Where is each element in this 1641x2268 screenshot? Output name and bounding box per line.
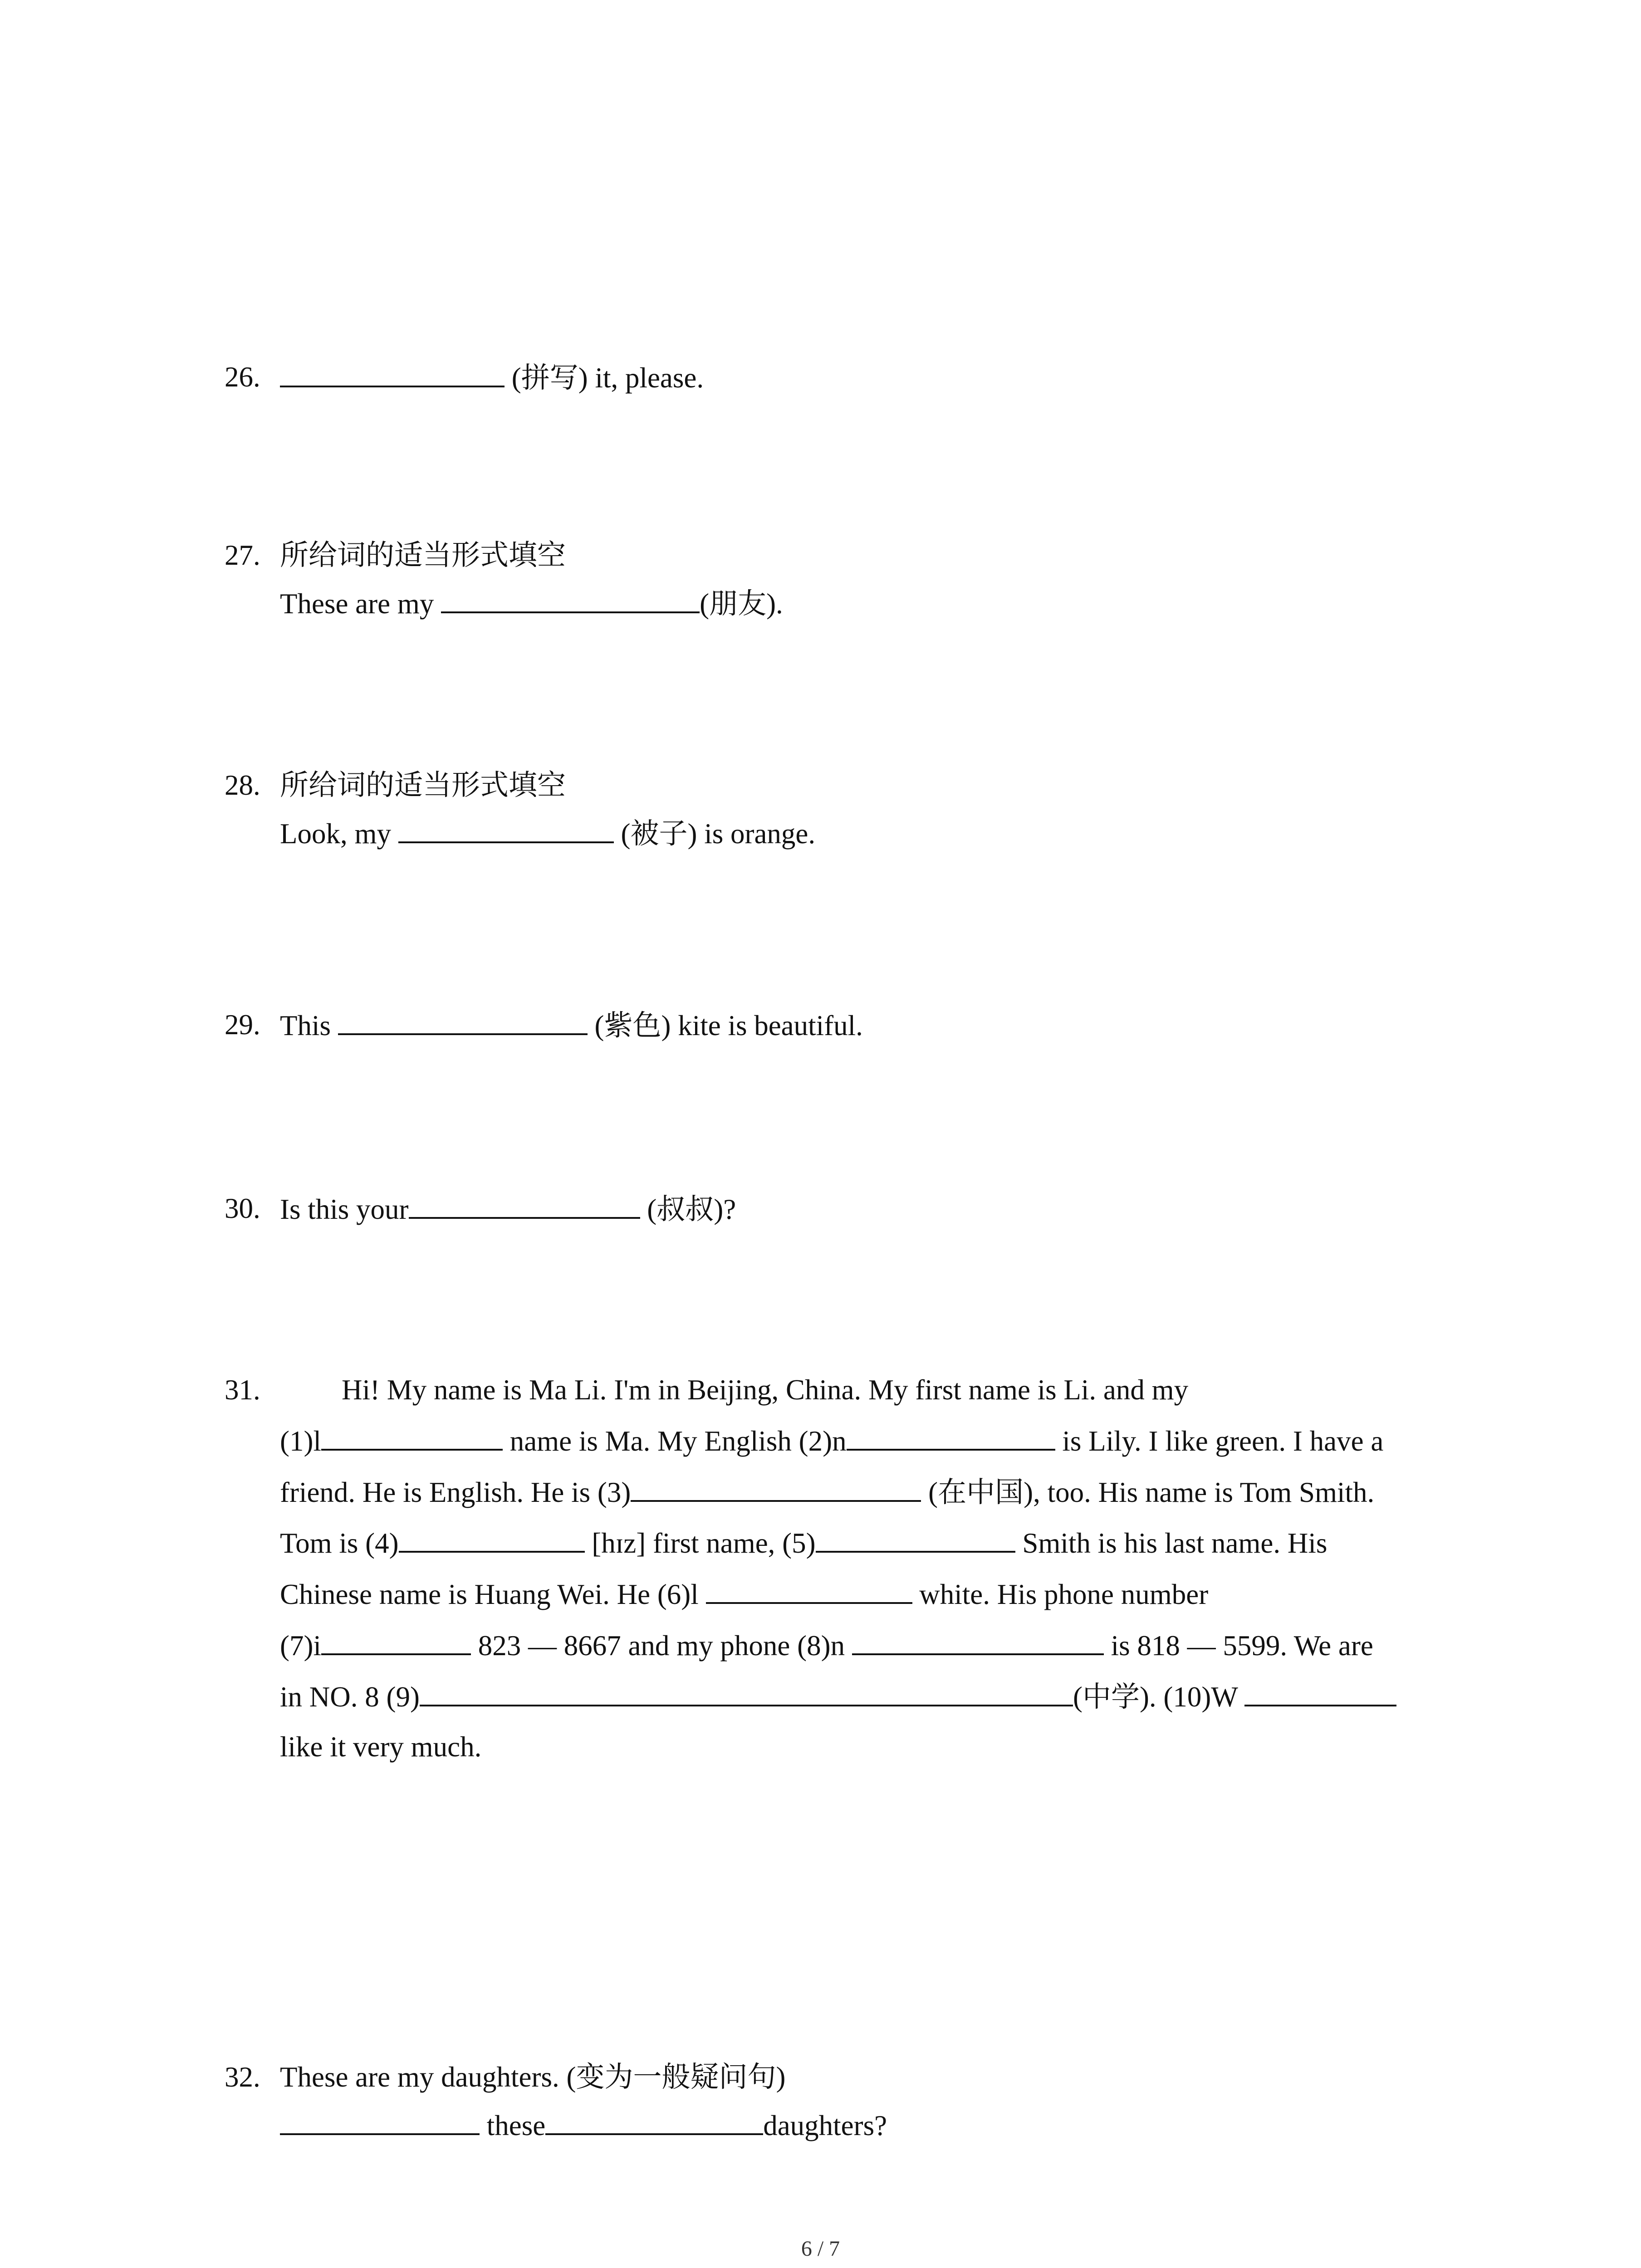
question-text: Is this your [280, 1193, 409, 1225]
question-text: (朋友). [700, 587, 783, 620]
answer-blank-5[interactable] [816, 1525, 1015, 1553]
passage-text: (中学). (10)W [1073, 1681, 1238, 1713]
question-text: (拼写) it, please. [511, 362, 704, 394]
question-text: (被子) is orange. [621, 817, 816, 850]
question-number: 29. [225, 1009, 260, 1041]
question-28 [225, 767, 1505, 852]
question-number: 27. [225, 539, 260, 571]
question-text: This [280, 1010, 331, 1041]
answer-blank[interactable] [398, 815, 614, 843]
passage-text: (在中国), too. His name is Tom Smith. [928, 1476, 1375, 1508]
answer-blank-4[interactable] [399, 1525, 585, 1553]
question-number: 28. [225, 769, 260, 801]
question-number: 26. [225, 361, 260, 393]
question-27 [225, 538, 1505, 622]
answer-blank-10[interactable] [1244, 1678, 1396, 1706]
answer-blank[interactable] [338, 1007, 588, 1035]
passage-text: white. His phone number [919, 1579, 1209, 1610]
question-text: These are my [280, 587, 434, 620]
passage-text: Tom is (4) [280, 1527, 399, 1559]
question-number: 31. [225, 1374, 260, 1406]
answer-blank[interactable] [280, 359, 505, 387]
page-number: 6 / 7 [801, 2237, 840, 2261]
question-32 [225, 2059, 1505, 2144]
answer-blank-8[interactable] [852, 1627, 1104, 1655]
answer-blank-2[interactable] [847, 1422, 1055, 1451]
passage-text: (1)l [280, 1425, 321, 1457]
question-text: (叔叔)? [647, 1193, 736, 1225]
answer-blank-7[interactable] [321, 1627, 471, 1655]
answer-blank-1[interactable] [280, 2107, 480, 2135]
question-30 [225, 1191, 1505, 1227]
question-text: Look, my [280, 817, 391, 850]
question-31 [225, 1372, 1505, 1765]
question-text: daughters? [763, 2109, 887, 2141]
passage-text: is 818 — 5599. We are [1111, 1629, 1373, 1662]
question-text: These are my daughters. (变为一般疑问句) [280, 2061, 786, 2093]
question-text: (紫色) kite is beautiful. [594, 1010, 863, 1041]
answer-blank-9[interactable] [420, 1678, 1073, 1706]
question-number: 30. [225, 1193, 260, 1224]
question-instruction: 所给词的适当形式填空 [280, 539, 566, 571]
passage-text: Hi! My name is Ma Li. I'm in Beijing, China. My first name is Li. and my [342, 1374, 1189, 1406]
question-number: 32. [225, 2061, 260, 2093]
question-text: these [486, 2109, 546, 2141]
question-26 [225, 359, 1505, 396]
passage-text: name is Ma. My English (2)n [509, 1425, 847, 1457]
question-instruction: 所给词的适当形式填空 [280, 769, 566, 801]
question-29 [225, 1007, 1505, 1044]
answer-blank[interactable] [409, 1191, 640, 1219]
answer-blank-3[interactable] [631, 1474, 921, 1502]
answer-blank[interactable] [441, 585, 700, 613]
passage-text: [hɪz] first name, (5) [592, 1527, 816, 1559]
answer-blank-1[interactable] [321, 1422, 503, 1451]
passage-text: Smith is his last name. His [1022, 1527, 1327, 1559]
passage-text: is Lily. I like green. I have a [1062, 1425, 1384, 1457]
answer-blank-2[interactable] [545, 2107, 763, 2135]
passage-text: (7)i [280, 1629, 321, 1662]
passage-text: 823 — 8667 and my phone (8)n [478, 1629, 845, 1662]
passage-text: like it very much. [280, 1731, 482, 1763]
answer-blank-6[interactable] [706, 1576, 912, 1604]
passage-text: in NO. 8 (9) [280, 1681, 420, 1713]
passage-text: friend. He is English. He is (3) [280, 1476, 631, 1508]
passage-text: Chinese name is Huang Wei. He (6)l [280, 1579, 699, 1610]
